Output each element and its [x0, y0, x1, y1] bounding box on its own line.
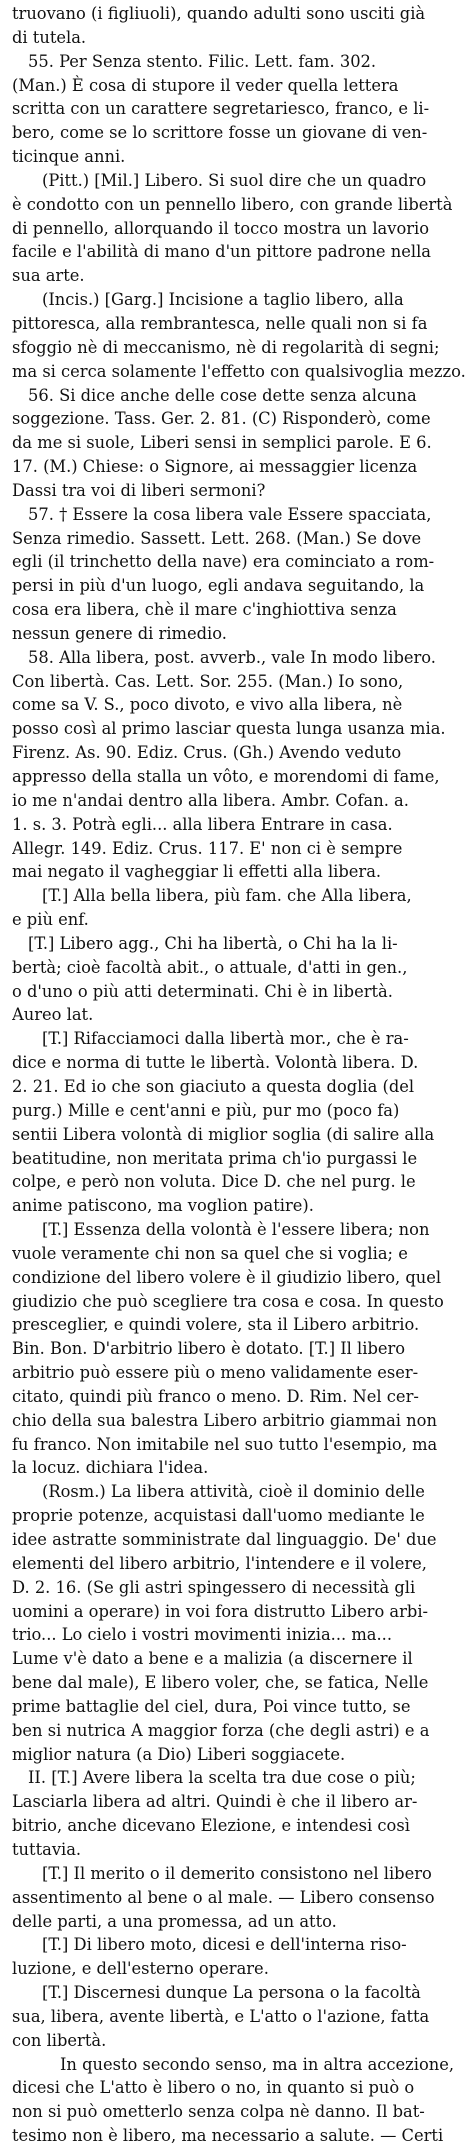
text-line: Lasciarla libera ad altri. Quindi è che il libero ar- [12, 1792, 418, 1812]
text-line: [T.] Il merito o il demerito consistono nel libero [42, 1863, 432, 1883]
text-line: pittoresca, alla rembrantesca, nelle quali non si fa [12, 313, 428, 333]
text-line: arbitrio può essere più o meno validamente eser- [12, 1363, 419, 1383]
text-line: Aureo lat. [12, 1005, 94, 1025]
text-line: ben si nutrica A maggior forza (che degli astri) e a [12, 1720, 430, 1740]
text-line: sua, libera, avente libertà, e L'atto o l'azione, fatta [12, 2006, 430, 2026]
text-line: o d'uno o più atti determinati. Chi è in libertà. [12, 981, 393, 1001]
text-line: trio... Lo cielo i vostri movimenti inizia... ma... [12, 1625, 393, 1645]
text-line: Bin. Bon. D'arbitrio libero è dotato. [T.] Il libero [12, 1339, 406, 1359]
text-line: elementi del libero arbitrio, l'intendere e il volere, [12, 1553, 427, 1573]
text-line: (Pitt.) [Mil.] Libero. Si suol dire che un quadro [42, 170, 427, 190]
text-line: bene dal male), E libero voler, che, se fatica, Nelle [12, 1673, 429, 1693]
text-line: cosa era libera, chè il mare c'inghiottiva senza [12, 600, 397, 620]
text-line: (Man.) È cosa di stupore il veder quella lettera [12, 75, 399, 95]
text-line: D. 2. 16. (Se gli astri spingessero di necessità gli [12, 1577, 416, 1597]
text-line: citato, quindi più franco o meno. D. Rim. Nel cer- [12, 1386, 419, 1406]
text-line: 2. 21. Ed io che son giaciuto a questa doglia (del [12, 1076, 415, 1096]
text-line: (Incis.) [Garg.] Incisione a taglio libero, alla [42, 290, 404, 310]
text-line: II. [T.] Avere libera la scelta tra due cose o più; [28, 1768, 416, 1788]
text-line: sentii Libera volontà di miglior soglia (di salire alla [12, 1124, 435, 1144]
text-line: miglior natura (a Dio) Liberi soggiacete. [12, 1744, 346, 1764]
text-line: assentimento al bene o al male. — Libero consenso [12, 1887, 435, 1907]
text-line: non si può ometterlo senza colpa nè danno. Il bat- [12, 2102, 425, 2122]
text-line: sua arte. [12, 266, 85, 286]
text-line: scritta con un carattere segretariesco, franco, e li- [12, 99, 430, 119]
text-line: vuole veramente chi non sa quel che si voglia; e [12, 1243, 408, 1263]
text-line: prime battaglie del ciel, dura, Poi vince tutto, se [12, 1696, 411, 1716]
text-line: purg.) Mille e cent'anni e più, pur mo (poco fa) [12, 1100, 400, 1120]
text-line: dicesi che L'atto è libero o no, in quanto si può o [12, 2078, 415, 2098]
text-line: io me n'andai dentro alla libera. Ambr. Cofan. a. [12, 790, 409, 810]
text-line: idee astratte somministrate dal linguaggio. De' due [12, 1530, 437, 1549]
text-line: condizione del libero volere è il giudizio libero, quel [12, 1267, 442, 1287]
text-line: Firenz. As. 90. Ediz. Crus. (Gh.) Avendo veduto [12, 743, 402, 763]
text-line: 55. Per Senza stento. Filic. Lett. fam. 302. [28, 51, 377, 71]
text-line: [T.] Essenza della volontà è l'essere libera; non [42, 1220, 430, 1240]
text-line: ma si cerca solamente l'effetto con qualsivoglia mezzo. [12, 361, 466, 381]
text-line: la locuz. dichiara l'idea. [12, 1458, 209, 1478]
text-line: chio della sua balestra Libero arbitrio giammai non [12, 1410, 437, 1430]
text-line: egli (il trinchetto della nave) era cominciato a rom- [12, 552, 435, 572]
text-line: 56. Si dice anche delle cose dette senza alcuna [28, 385, 417, 405]
text-line: facile e l'abilità di mano d'un pittore padrone nella [12, 242, 431, 262]
text-line: con libertà. [12, 2030, 107, 2050]
text-line: bertà; cioè facoltà abit., o attuale, d'atti in gen., [12, 957, 408, 977]
text-line: In questo secondo senso, ma in altra accezione, [60, 2054, 455, 2074]
text-line: bero, come se lo scrittore fosse un giovane di ven- [12, 123, 428, 143]
text-line: da me si suole, Liberi sensi in semplici parole. E 6. [12, 433, 432, 453]
text-line: tesimo non è libero, ma necessario a salute. — Certi [12, 2126, 444, 2146]
text-line: nessun genere di rimedio. [12, 623, 227, 643]
text-line: 57. † Essere la cosa libera vale Essere spacciata, [28, 504, 432, 524]
text-line: anime patiscono, ma voglion patire). [12, 1196, 314, 1216]
text-line: presceglier, e quindi volere, sta il Libero arbitrio. [12, 1315, 420, 1335]
text-line: proprie potenze, acquistasi dall'uomo mediante le [12, 1506, 425, 1526]
text-line: beatitudine, non meritata prima ch'io purgassi le [12, 1148, 418, 1168]
text-line: [T.] Di libero moto, dicesi e dell'interna riso- [42, 1935, 407, 1955]
text-line: di tutela. [12, 27, 87, 47]
text-line: Allegr. 149. Ediz. Crus. 117. E' non ci è sempre [12, 838, 403, 858]
text-line: Senza rimedio. Sassett. Lett. 268. (Man.) Se dove [12, 528, 422, 548]
text-line: Con libertà. Cas. Lett. Sor. 255. (Man.) Io sono, [12, 671, 404, 691]
text-line: posso così al primo lasciar questa lunga usanza mia. [12, 719, 446, 739]
text-line: luzione, e dell'esterno operare. [12, 1959, 269, 1979]
text-line: fu franco. Non imitabile nel suo tutto l'esempio, ma [12, 1434, 438, 1454]
text-line: sfoggio nè di meccanismo, nè di regolarità di segni; [12, 337, 440, 357]
text-line: dice e norma di tutte le libertà. Volontà libera. D. [12, 1053, 419, 1073]
text-line: Dassi tra voi di liberi sermoni? [12, 480, 266, 500]
text-line: tuttavia. [12, 1839, 82, 1859]
text-line: [T.] Rifacciamoci dalla libertà mor., che è ra- [42, 1029, 409, 1049]
text-line: Lume v'è dato a bene e a malizia (a discernere il [12, 1649, 413, 1669]
text-line: e più enf. [12, 910, 89, 930]
text-line: come sa V. S., poco divoto, e vivo alla libera, nè [12, 695, 403, 715]
text-line: (Rosm.) La libera attività, cioè il dominio delle [42, 1482, 425, 1502]
text-line: soggezione. Tass. Ger. 2. 81. (C) Risponderò, come [12, 409, 431, 429]
text-line: ticinque anni. [12, 147, 126, 167]
text-line: 17. (M.) Chiese: o Signore, ai messaggier licenza [12, 457, 418, 477]
text-line: uomini a operare) in voi fora distrutto Libero arbi- [12, 1601, 429, 1621]
text-line: truovano (i figliuoli), quando adulti sono usciti già [12, 4, 426, 23]
text-line: bitrio, anche dicevano Elezione, e intendesi così [12, 1816, 410, 1836]
text-line: delle parti, a una promessa, ad un atto. [12, 1911, 337, 1931]
text-line: appresso della stalla un vôto, e morendomi di fame, [12, 767, 440, 786]
text-line: 1. s. 3. Potrà egli... alla libera Entrare in casa. [12, 814, 393, 834]
text-line: è condotto con un pennello libero, con grande libertà [12, 194, 453, 214]
text-line: colpe, e però non voluta. Dice D. che nel purg. le [12, 1172, 416, 1192]
text-line: di pennello, allorquando il tocco mostra un lavorio [12, 218, 430, 238]
text-line: 58. Alla libera, post. avverb., vale In modo libero. [28, 647, 436, 667]
text-line: [T.] Discernesi dunque La persona o la facoltà [42, 1983, 421, 2003]
text-line: persi in più d'un luogo, egli andava seguitando, la [12, 576, 425, 596]
text-line: giudizio che può scegliere tra cosa e cosa. In questo [12, 1291, 444, 1311]
text-line: [T.] Alla bella libera, più fam. che Alla libera, [42, 886, 412, 906]
text-line: [T.] Libero agg., Chi ha libertà, o Chi ha la li- [28, 933, 398, 953]
text-line: mai negato il vagheggiar li effetti alla libera. [12, 862, 382, 882]
